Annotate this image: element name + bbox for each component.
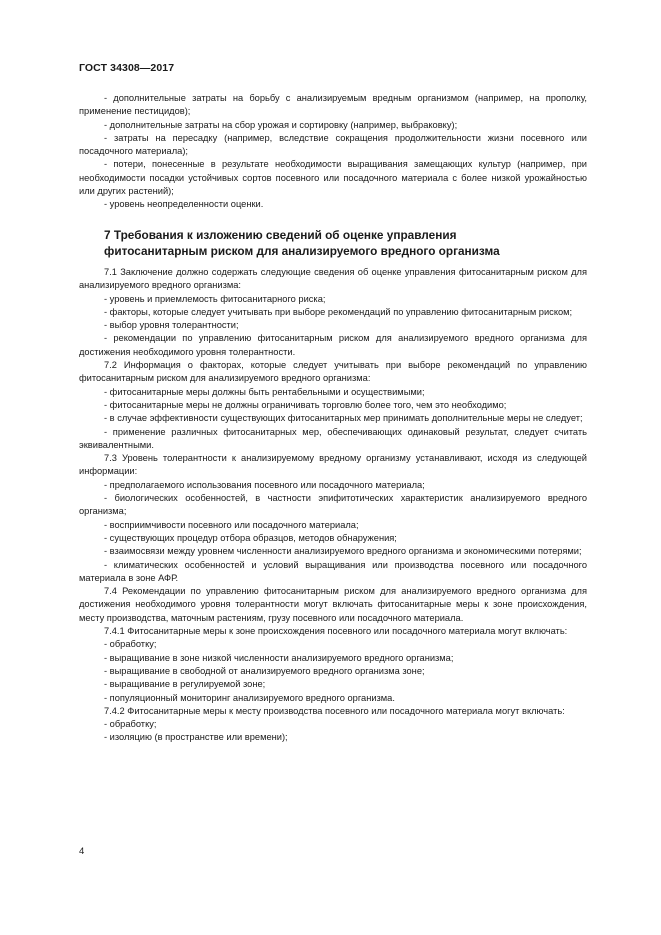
list-item: - выращивание в регулируемой зоне;: [104, 679, 266, 690]
list-item: - фитосанитарные меры должны быть рентабельными и осуществимыми;: [104, 386, 425, 397]
paragraph: 7.3 Уровень толерантности к анализируемому вредному организму устанавливают, исходя из следующей информации:: [79, 453, 587, 477]
list-item: - биологических особенностей, в частности эпифитотических характеристик анализируемого вредного организма;: [79, 493, 587, 517]
section-body: [79, 266, 587, 745]
list-item: - потери, понесенные в результате необходимости выращивания замещающих культур (например, при необходимости посадки устойчивых сортов посевного или посадочного материала с более низкой урожайностью или других растений);: [79, 159, 587, 197]
list-item: - климатических особенностей и условий выращивания или производства посевного или посадочного материала в зоне АФР.: [79, 559, 587, 583]
list-item: - уровень неопределенности оценки.: [104, 199, 264, 210]
list-item: - выбор уровня толерантности;: [104, 320, 239, 331]
list-item: - факторы, которые следует учитывать при выборе рекомендаций по управлению фитосанитарным риском;: [104, 306, 573, 317]
list-item: - выращивание в зоне низкой численности анализируемого вредного организма;: [104, 652, 454, 663]
paragraph: 7.1 Заключение должно содержать следующие сведения об оценке управления фитосанитарным риском для анализируемого вредного организма:: [79, 267, 587, 291]
document-header: ГОСТ 34308—2017: [79, 62, 175, 74]
list-item: - дополнительные затраты на борьбу с анализируемым вредным организмом (например, на прополку, применение пестицидов);: [79, 93, 587, 117]
list-item: - взаимосвязи между уровнем численности анализируемого вредного организма и экономическими потерями;: [104, 546, 582, 557]
paragraph: 7.4.1 Фитосанитарные меры к зоне происхождения посевного или посадочного материала могут включать:: [104, 626, 568, 637]
section-title: [104, 228, 584, 259]
paragraph: 7.2 Информация о факторах, которые следует учитывать при выборе рекомендаций по управлению фитосанитарным риском для анализируемого вредного организма:: [79, 360, 587, 384]
list-item: - существующих процедур отбора образцов, методов обнаружения;: [104, 532, 397, 543]
page-number: 4: [79, 846, 85, 857]
list-item: - рекомендации по управлению фитосанитарным риском для анализируемого вредного организма для достижения необходимого уровня толерантности.: [79, 333, 587, 357]
paragraph: 7.4 Рекомендации по управлению фитосанитарным риском для анализируемого вредного организма для достижения необходимого уровня толерантности могут включать фитосанитарные меры к зоне происхождения, месту производства, маточным растениям, грузу посевного или посадочного материала.: [79, 586, 587, 623]
section-title-line: 7 Требования к изложению сведений об оценке управления: [104, 228, 457, 242]
list-item: - уровень и приемлемость фитосанитарного риска;: [104, 293, 326, 304]
list-item: - дополнительные затраты на сбор урожая и сортировку (например, выбраковку);: [104, 119, 458, 130]
list-item: - изоляцию (в пространстве или времени);: [104, 732, 288, 743]
top-list: [79, 92, 587, 212]
list-item: - применение различных фитосанитарных мер, обеспечивающих одинаковый результат, следует считать эквивалентными.: [79, 426, 587, 450]
list-item: - обработку;: [104, 639, 157, 650]
list-item: - в случае эффективности существующих фитосанитарных мер принимать дополнительные меры не следует;: [104, 413, 583, 424]
list-item: - обработку;: [104, 719, 157, 730]
list-item: - предполагаемого использования посевного или посадочного материала;: [104, 479, 425, 490]
section-title-line: фитосанитарным риском для анализируемого вредного организма: [104, 243, 500, 258]
list-item: - выращивание в свободной от анализируемого вредного организма зоне;: [104, 665, 425, 676]
list-item: - затраты на пересадку (например, вследствие сокращения продолжительности жизни посевного или посадочного материала);: [79, 132, 587, 157]
paragraph: 7.4.2 Фитосанитарные меры к месту производства посевного или посадочного материала могут включать:: [104, 705, 565, 716]
list-item: - восприимчивости посевного или посадочного материала;: [104, 519, 359, 530]
list-item: - фитосанитарные меры не должны ограничивать торговлю более того, чем это необходимо;: [104, 399, 507, 410]
list-item: - популяционный мониторинг анализируемого вредного организма.: [104, 692, 395, 703]
